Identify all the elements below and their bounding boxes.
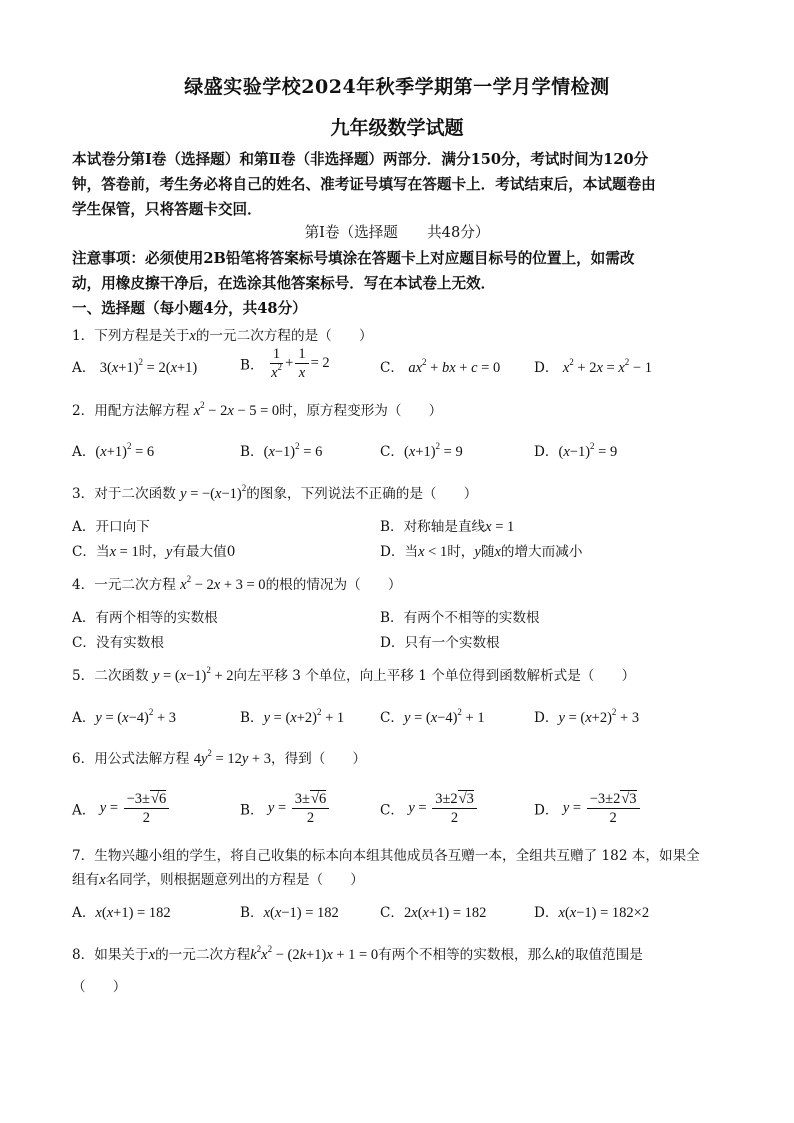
q3-option-a: A．开口向下 xyxy=(72,519,150,535)
q7-option-c: C．2x(x+1) = 182 xyxy=(380,905,487,921)
question-4-stem: 4．一元二次方程 $x^2 - 2x + 3 = 0$的根的情况为（ ） xyxy=(72,574,402,593)
notice-line-1: 注意事项：必须使用2B铅笔将答案标号填涂在答题卡上对应题目标号的位置上，如需改 xyxy=(72,250,635,267)
question-5-stem: 5．二次函数 $y = (x-1)^2 + 2$向左平移 3 个单位，向上平移 1 个单位得到函数解析式是（ ） xyxy=(72,665,636,684)
q5-option-d: D．$y = (x+2)^2 + 3$ xyxy=(534,707,640,726)
question-8-answer-bracket: （ ） xyxy=(72,979,127,995)
q2-option-a: A．$(x+1)^2 = 6$ xyxy=(72,441,155,460)
q6-option-c: C． y = $\frac{3\pm 2√3}{2}$ xyxy=(380,790,479,827)
q1-d-math: $x^2 + 2x = x^2 - 1$ xyxy=(562,357,652,376)
question-7-line-1: 7．生物兴趣小组的学生，将自己收集的标本向本组其他成员各互赠一本，全组共互赠了 182 本，如果全 xyxy=(72,848,700,864)
q4-option-d: D．只有一个实数根 xyxy=(380,635,500,651)
q1-option-a: A． $3(x+1)^2 = 2(x+1)$ xyxy=(72,357,198,376)
q3-option-c: C．当x = 1时，y有最大值0 xyxy=(72,544,236,560)
q2-option-b: B．$(x-1)^2 = 6$ xyxy=(240,441,323,460)
q2-option-c: C．$(x+1)^2 = 9$ xyxy=(380,441,463,460)
q6-option-d: D． y = $\frac{-3\pm 2√3}{2}$ xyxy=(534,790,642,827)
q5-option-c: C．$y = (x-4)^2 + 1$ xyxy=(380,707,485,726)
q7-option-b: B．x(x−1) = 182 xyxy=(240,905,339,921)
intro-line-2: 钟，答卷前，考生务必将自己的姓名、准考证号填写在答题卡上．考试结束后，本试题卷由 xyxy=(72,176,656,193)
exam-subtitle: 九年级数学试题 xyxy=(330,117,464,139)
part1-heading: 第Ⅰ卷（选择题 共48分） xyxy=(304,224,490,241)
section-heading: 一、选择题（每小题4分，共48分） xyxy=(72,300,307,317)
q5-option-a: A．$y = (x-4)^2 + 3$ xyxy=(72,707,177,726)
q6-option-b: B． y = $\frac{3\pm√6}{2}$ xyxy=(240,790,331,827)
notice-line-2: 动，用橡皮擦干净后，在选涂其他答案标号．写在本试卷上无效． xyxy=(72,275,496,292)
q1-c-math: $ax^2$ + bx + c = 0 xyxy=(408,357,501,376)
question-1-stem: 1．下列方程是关于x的一元二次方程的是（ ） xyxy=(72,328,373,344)
question-8-stem: 8．如果关于x的一元二次方程$k^2x^2 - (2k+1)x + 1 = 0$有两个不相等的实数根，那么k的取值范围是 xyxy=(72,944,643,963)
q7-option-d: D．x(x−1) = 182×2 xyxy=(534,905,650,921)
q1-a-math: $3(x+1)^2 = 2(x+1)$ xyxy=(99,357,198,376)
q7-option-a: A．x(x+1) = 182 xyxy=(72,905,171,921)
q4-option-a: A．有两个相等的实数根 xyxy=(72,610,218,626)
question-6-stem: 6．用公式法解方程 $4y^2 = 12y + 3$，得到（ ） xyxy=(72,748,367,767)
question-7-line-2: 组有x名同学，则根据题意列出的方程是（ ） xyxy=(72,872,364,888)
q4-option-b: B．有两个不相等的实数根 xyxy=(380,610,540,626)
intro-line-1: 本试卷分第Ⅰ卷（选择题）和第Ⅱ卷（非选择题）两部分．满分150分，考试时间为120分 xyxy=(72,151,649,168)
exam-title: 绿盛实验学校2024年秋季学期第一学月学情检测 xyxy=(184,76,610,98)
q6-option-a: A． y = $\frac{-3\pm√6}{2}$ xyxy=(72,790,171,827)
q3-option-b: B．对称轴是直线x = 1 xyxy=(380,519,515,535)
q1-option-d: D． $x^2 + 2x = x^2 - 1$ xyxy=(534,357,652,376)
q1-option-b: B． $\frac{1}{x^2}$ + $\frac{1}{x}$ = 2 xyxy=(240,346,330,381)
q3-option-d: D．当x < 1时，y随x的增大而减小 xyxy=(380,544,583,560)
intro-line-3: 学生保管，只将答题卡交回． xyxy=(72,201,262,218)
q5-option-b: B．$y = (x+2)^2 + 1$ xyxy=(240,707,345,726)
q2-option-d: D．$(x-1)^2 = 9$ xyxy=(534,441,618,460)
q4-option-c: C．没有实数根 xyxy=(72,635,164,651)
q1-b-math: $\frac{1}{x^2}$ + $\frac{1}{x}$ = 2 xyxy=(271,346,330,381)
question-2-stem: 2．用配方法解方程 $x^2 - 2x - 5 = 0$时，原方程变形为（ ） xyxy=(72,400,443,419)
q1-option-c: C． $ax^2$ + bx + c = 0 xyxy=(380,357,501,376)
question-3-stem: 3．对于二次函数 $y = -(x-1)^2$的图象，下列说法不正确的是（ ） xyxy=(72,483,478,502)
